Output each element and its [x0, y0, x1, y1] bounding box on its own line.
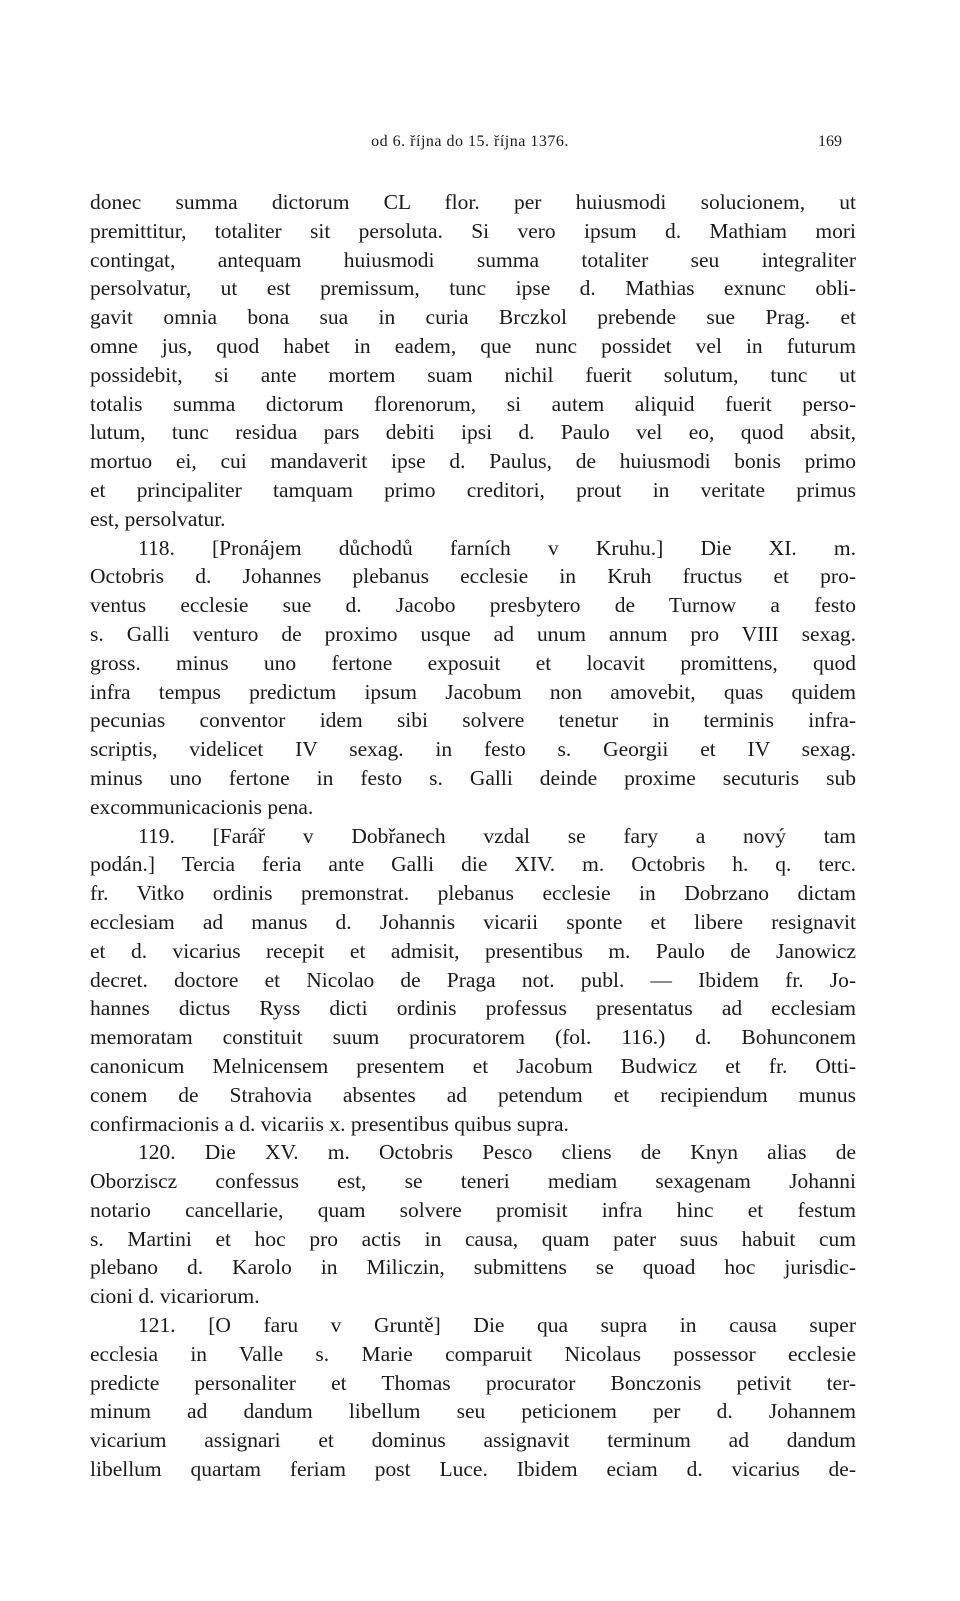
text-line: ecclesiam ad manus d. Johannis vicarii sponte et libere resignavit [90, 909, 856, 934]
text-line: notario cancellarie, quam solvere promisit infra hinc et festum [90, 1197, 856, 1222]
body-text [90, 188, 856, 1484]
text-line: lutum, tunc residua pars debiti ipsi d. Paulo vel eo, quod absit, [90, 420, 856, 445]
text-line: persolvatur, ut est premissum, tunc ipse d. Mathias exnunc obli- [90, 276, 856, 301]
text-line: minus uno fertone in festo s. Galli deinde proxime secuturis sub [90, 765, 856, 790]
text-line: confirmacionis a d. vicariis x. presentibus quibus supra. [90, 1111, 569, 1136]
text-line: scriptis, videlicet IV sexag. in festo s. Georgii et IV sexag. [90, 737, 856, 762]
text-line: cioni d. vicariorum. [90, 1284, 260, 1309]
text-line: conem de Strahovia absentes ad petendum et recipiendum munus [90, 1082, 856, 1107]
text-line: s. Galli venturo de proximo usque ad unum annum pro VIII sexag. [90, 621, 856, 646]
text-line: 121. [O faru v Gruntě] Die qua supra in causa super [138, 1313, 856, 1338]
text-line: decret. doctore et Nicolao de Praga not. publ. — Ibidem fr. Jo- [90, 967, 856, 992]
text-line: mortuo ei, cui mandaverit ipse d. Paulus, de huiusmodi bonis primo [90, 449, 856, 474]
text-line: Oborziscz confessus est, se teneri mediam sexagenam Johanni [90, 1169, 856, 1194]
text-line: 120. Die XV. m. Octobris Pesco cliens de Knyn alias de [138, 1140, 856, 1165]
text-line: pecunias conventor idem sibi solvere tenetur in terminis infra- [90, 708, 856, 733]
text-line: Octobris d. Johannes plebanus ecclesie in Kruh fructus et pro- [90, 564, 856, 589]
text-line: gavit omnia bona sua in curia Brczkol prebende sue Prag. et [90, 305, 856, 330]
text-line: podán.] Tercia feria ante Galli die XIV. m. Octobris h. q. terc. [90, 852, 856, 877]
text-line: infra tempus predictum ipsum Jacobum non amovebit, quas quidem [90, 679, 856, 704]
text-line: hannes dictus Ryss dicti ordinis professus presentatus ad ecclesiam [90, 996, 856, 1021]
text-line: excommunicacionis pena. [90, 794, 314, 819]
text-line: memoratam constituit suum procuratorem (fol. 116.) d. Bohunconem [90, 1025, 856, 1050]
text-line: totalis summa dictorum florenorum, si autem aliquid fuerit perso- [90, 391, 856, 416]
text-line: contingat, antequam huiusmodi summa totaliter seu integraliter [90, 247, 856, 272]
page-number: 169 [818, 133, 842, 150]
page-header [90, 133, 850, 157]
text-line: donec summa dictorum CL flor. per huiusmodi solucionem, ut [90, 190, 856, 214]
text-line: canonicum Melnicensem presentem et Jacobum Budwicz et fr. Otti- [90, 1053, 856, 1078]
text-line: possidebit, si ante mortem suam nichil fuerit solutum, tunc ut [90, 362, 856, 387]
text-line: minum ad dandum libellum seu peticionem per d. Johannem [90, 1399, 856, 1424]
text-line: 118. [Pronájem důchodů farních v Kruhu.] Die XI. m. [138, 535, 856, 560]
text-line: 119. [Farář v Dobřanech vzdal se fary a nový tam [138, 823, 856, 848]
text-line: fr. Vitko ordinis premonstrat. plebanus ecclesie in Dobrzano dictam [90, 881, 856, 906]
text-line: s. Martini et hoc pro actis in causa, quam pater suus habuit cum [90, 1226, 856, 1251]
text-line: omne jus, quod habet in eadem, que nunc possidet vel in futurum [90, 333, 856, 358]
text-line: et principaliter tamquam primo creditori, prout in veritate primus [90, 477, 856, 502]
text-line: gross. minus uno fertone exposuit et locavit promittens, quod [90, 650, 856, 675]
text-line: predicte personaliter et Thomas procurator Bonczonis petivit ter- [90, 1370, 856, 1395]
text-line: et d. vicarius recepit et admisit, presentibus m. Paulo de Janowicz [90, 938, 856, 963]
text-line: premittitur, totaliter sit persoluta. Si vero ipsum d. Mathiam mori [90, 218, 856, 243]
text-line: libellum quartam feriam post Luce. Ibidem eciam d. vicarius de- [90, 1457, 856, 1482]
text-line: est, persolvatur. [90, 506, 226, 531]
text-line: ventus ecclesie sue d. Jacobo presbytero de Turnow a festo [90, 593, 856, 618]
text-line: vicarium assignari et dominus assignavit terminum ad dandum [90, 1428, 856, 1453]
text-line: ecclesia in Valle s. Marie comparuit Nicolaus possessor ecclesie [90, 1341, 856, 1366]
text-line: plebano d. Karolo in Miliczin, submittens se quoad hoc jurisdic- [90, 1255, 856, 1280]
running-head: od 6. října do 15. října 1376. [371, 133, 569, 150]
